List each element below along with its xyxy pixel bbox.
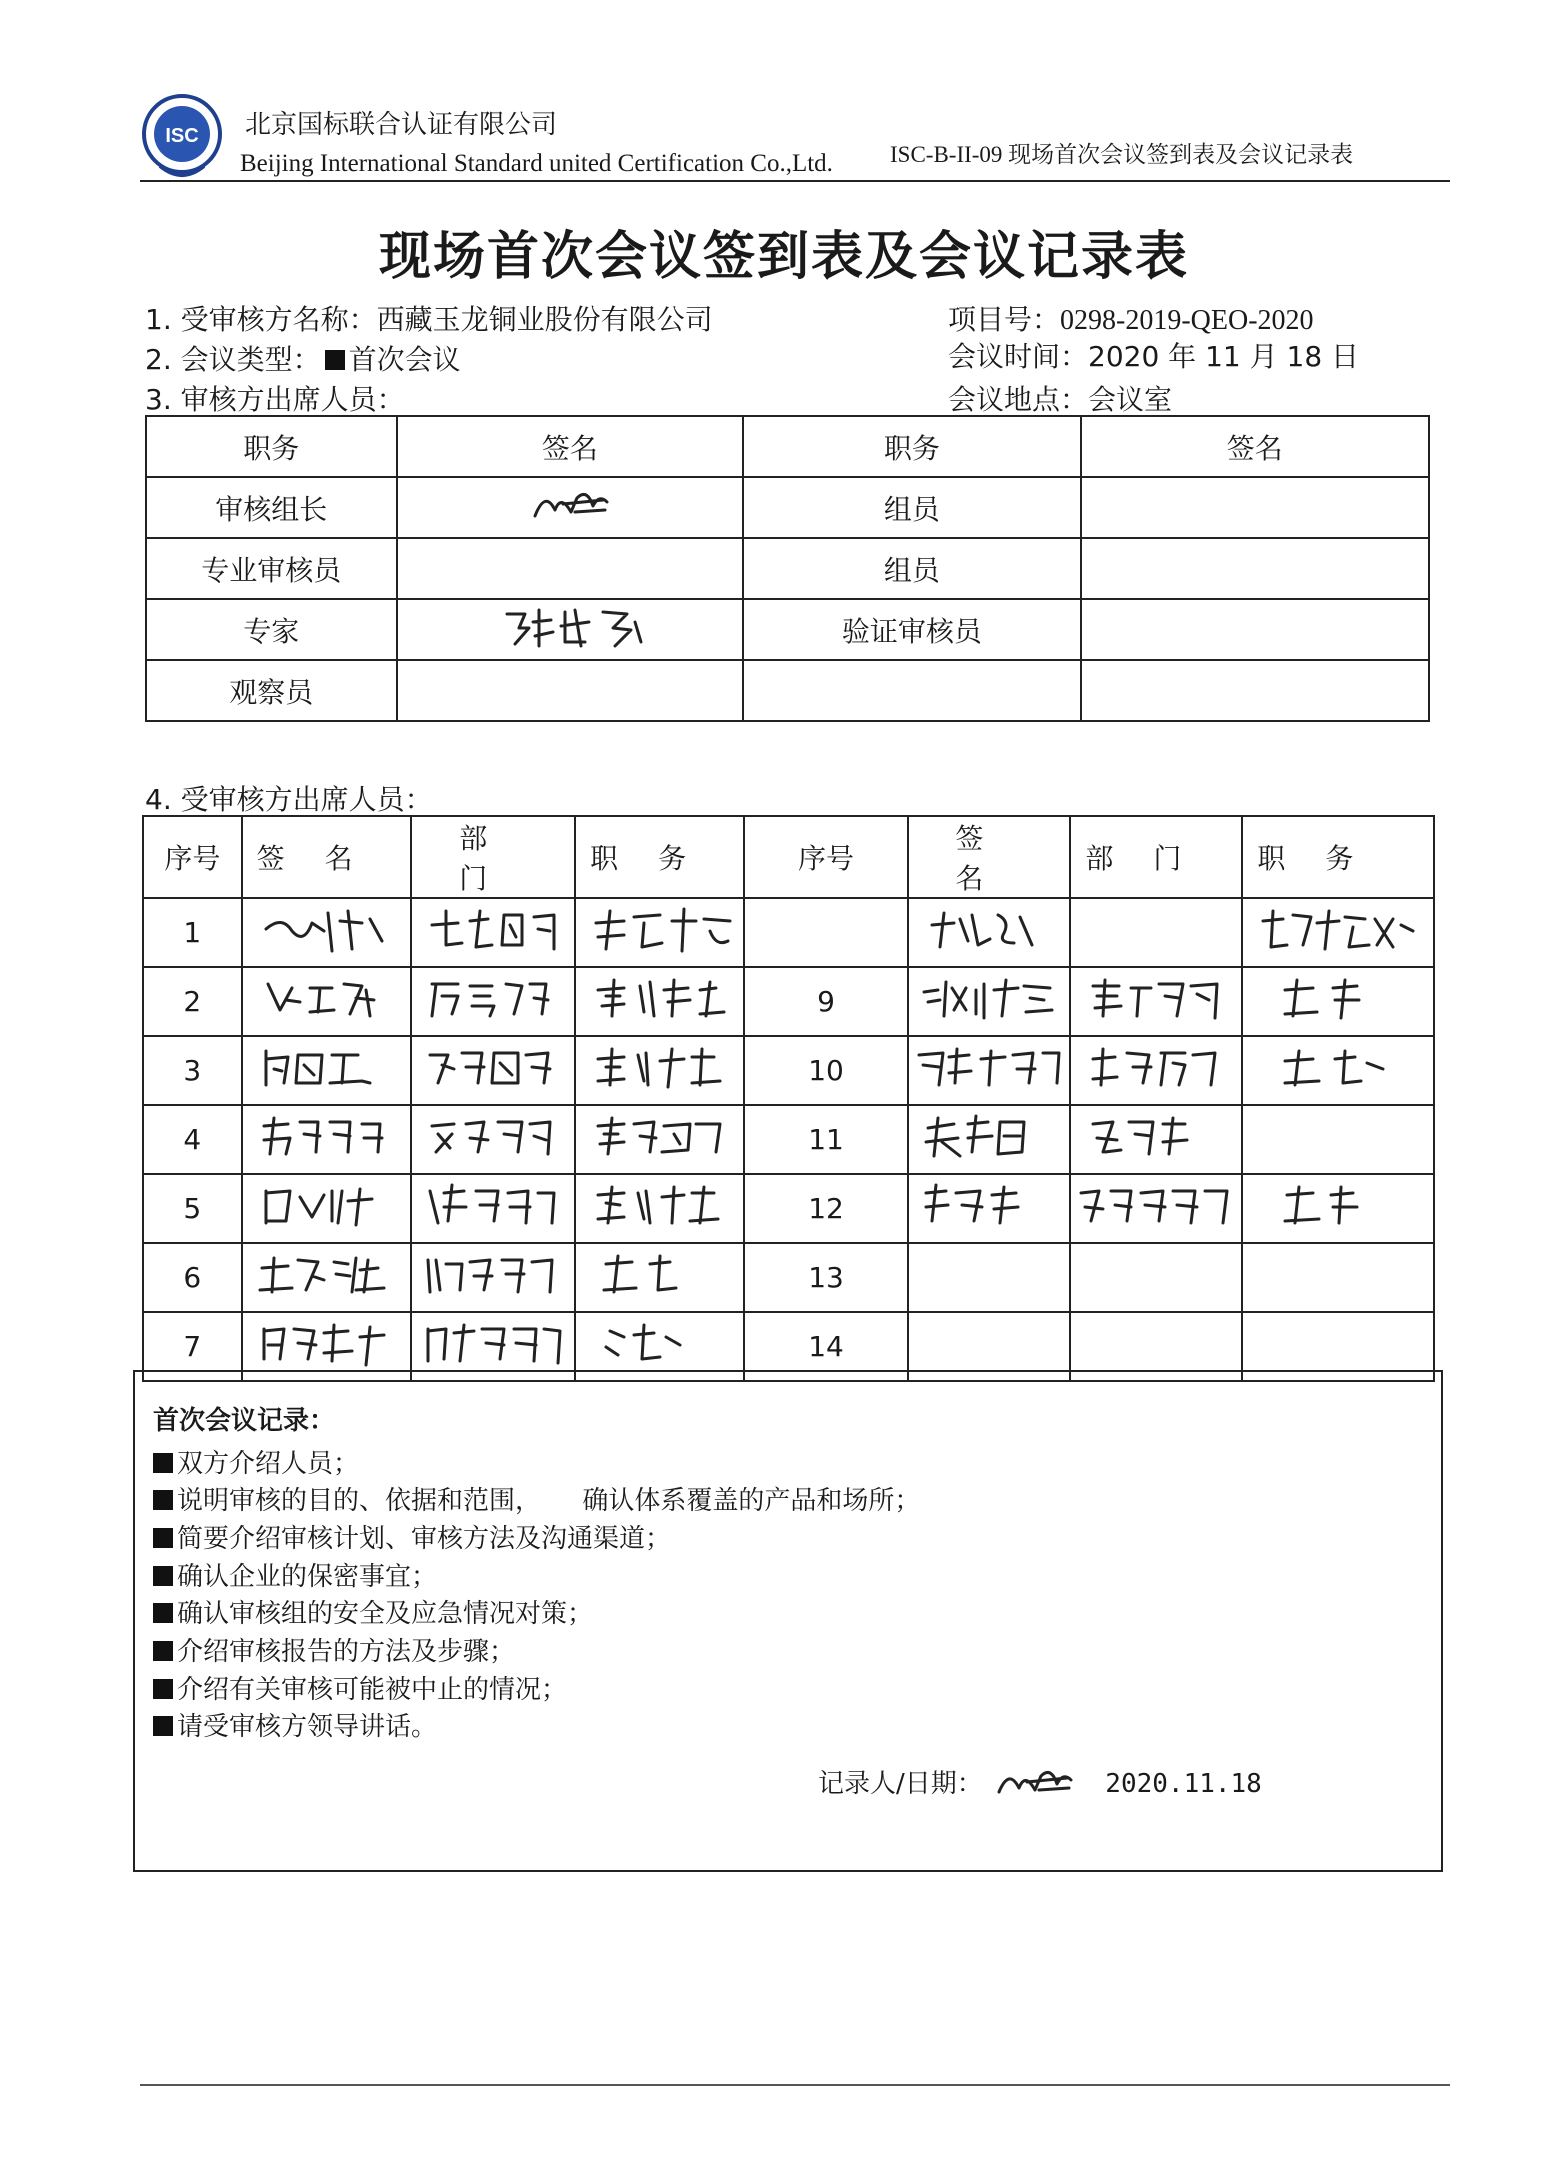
record-item-text: 介绍有关审核可能被中止的情况；	[177, 1675, 568, 1705]
meeting-type: 首次会议	[348, 343, 461, 376]
handwritten-signature	[252, 1246, 402, 1302]
handwritten-signature	[914, 1108, 1064, 1164]
title-cell	[1242, 1105, 1434, 1174]
header-cell: 职务	[146, 416, 397, 477]
page-title: 现场首次会议签到表及会议记录表	[378, 227, 1189, 287]
role-cell: 观察员	[146, 660, 397, 721]
table-header-row	[143, 816, 1434, 898]
title-cell	[575, 898, 744, 967]
table-header-row	[146, 416, 1429, 477]
record-item	[153, 1518, 671, 1555]
form-code: ISC-B-II-09 现场首次会议签到表及会议记录表	[890, 142, 1354, 167]
department-cell	[411, 1105, 575, 1174]
attendees-table	[142, 815, 1435, 1382]
record-item	[153, 1593, 593, 1630]
table-row	[143, 967, 1434, 1036]
project-label: 项目号：	[948, 303, 1061, 336]
header-cell: 签名	[1081, 416, 1429, 477]
handwritten-title	[584, 1177, 734, 1233]
handwritten-department	[418, 1246, 568, 1302]
header-cell	[242, 816, 412, 898]
table-row	[143, 1105, 1434, 1174]
audit-team-table	[145, 415, 1430, 722]
row-number: 12	[744, 1174, 909, 1243]
title-cell	[1242, 1243, 1434, 1312]
header-cell-text: 职务	[1257, 842, 1394, 875]
department-cell	[1070, 1036, 1242, 1105]
department-cell	[1070, 1243, 1242, 1312]
row-number: 5	[143, 1174, 242, 1243]
header-divider	[140, 180, 1450, 182]
signature-cell	[242, 1105, 412, 1174]
table-row	[143, 1174, 1434, 1243]
handwritten-signature	[914, 901, 1064, 957]
title-cell	[1242, 1174, 1434, 1243]
handwritten-title	[1263, 1177, 1413, 1233]
department-cell	[1070, 967, 1242, 1036]
row-number: 7	[143, 1312, 242, 1381]
title-cell	[1242, 967, 1434, 1036]
handwritten-title	[1253, 901, 1423, 957]
signature-cell	[908, 1105, 1070, 1174]
handwritten-title	[584, 901, 734, 957]
row-number: 9	[744, 967, 909, 1036]
checked-box-icon	[153, 1641, 173, 1661]
row-number: 14	[744, 1312, 909, 1381]
row-number: 11	[744, 1105, 909, 1174]
project-line	[948, 298, 1314, 338]
record-item-text: 确认企业的保密事宜；	[177, 1562, 438, 1592]
header-cell	[1242, 816, 1434, 898]
logo-text: ISC	[165, 125, 199, 147]
header-cell	[575, 816, 744, 898]
signature-cell	[908, 1243, 1070, 1312]
header-cell-text: 部门	[459, 822, 528, 895]
handwritten-signature	[252, 1315, 402, 1371]
signature-cell	[1081, 538, 1429, 599]
handwritten-department	[1071, 1177, 1241, 1233]
header-cell-text: 签名	[955, 822, 1024, 895]
checked-box-icon	[153, 1716, 173, 1736]
table-row	[143, 1243, 1434, 1312]
auditee-attendees-label: 4. 受审核方出席人员：	[145, 783, 433, 816]
checked-box-icon	[153, 1528, 173, 1548]
department-cell	[411, 1036, 575, 1105]
handwritten-title	[584, 1246, 734, 1302]
table-row	[146, 660, 1429, 721]
handwritten-signature	[909, 1039, 1069, 1095]
record-date: 2020.11.18	[1105, 1769, 1262, 1799]
handwritten-signature	[485, 602, 655, 650]
signature-cell	[242, 1174, 412, 1243]
checked-box-icon	[153, 1603, 173, 1623]
role-cell: 审核组长	[146, 477, 397, 538]
handwritten-signature	[914, 970, 1064, 1026]
auditee-name: 西藏玉龙铜业股份有限公司	[376, 303, 713, 336]
header-cell	[411, 816, 575, 898]
title-cell	[575, 1243, 744, 1312]
handwritten-title	[584, 970, 734, 1026]
handwritten-department	[1081, 1108, 1231, 1164]
row-number: 6	[143, 1243, 242, 1312]
department-cell	[411, 1174, 575, 1243]
department-cell	[1070, 898, 1242, 967]
row-number: 2	[143, 967, 242, 1036]
handwritten-signature	[252, 1108, 402, 1164]
header-cell	[908, 816, 1070, 898]
handwritten-signature	[252, 1039, 402, 1095]
table-row	[146, 599, 1429, 660]
handwritten-signature	[252, 901, 402, 957]
handwritten-department	[418, 901, 568, 957]
role-cell: 专家	[146, 599, 397, 660]
header-cell: 序号	[143, 816, 242, 898]
record-item	[153, 1443, 359, 1480]
signature-cell	[908, 1036, 1070, 1105]
header-cell-text: 职务	[590, 842, 727, 875]
role-cell: 验证审核员	[743, 599, 1080, 660]
meeting-time-line	[948, 335, 1359, 375]
handwritten-signature	[991, 1762, 1087, 1802]
handwritten-department	[418, 1315, 568, 1371]
row-number	[744, 898, 909, 967]
row-number: 10	[744, 1036, 909, 1105]
signature-cell	[397, 599, 744, 660]
checked-box-icon	[325, 350, 345, 370]
title-cell	[1242, 1036, 1434, 1105]
title-cell	[575, 1174, 744, 1243]
meeting-time-label: 会议时间：	[948, 340, 1089, 373]
auditee-label: 1. 受审核方名称：	[145, 303, 377, 336]
record-item	[153, 1556, 437, 1593]
handwritten-department	[418, 1177, 568, 1233]
department-cell	[1070, 1105, 1242, 1174]
checked-box-icon	[153, 1453, 173, 1473]
meeting-type-line	[145, 338, 461, 378]
table-row	[146, 538, 1429, 599]
department-cell	[411, 898, 575, 967]
role-cell: 组员	[743, 477, 1080, 538]
role-cell	[743, 660, 1080, 721]
meeting-place-line	[948, 378, 1172, 418]
handwritten-department	[418, 1108, 568, 1164]
signature-cell	[397, 477, 744, 538]
signature-cell	[397, 538, 744, 599]
handwritten-signature	[252, 1177, 402, 1233]
role-cell: 专业审核员	[146, 538, 397, 599]
table-row	[143, 1036, 1434, 1105]
handwritten-title	[584, 1315, 734, 1371]
handwritten-title	[1263, 970, 1413, 1026]
checked-box-icon	[153, 1490, 173, 1510]
signature-cell	[1081, 599, 1429, 660]
record-item	[153, 1480, 920, 1517]
meeting-place: 会议室	[1088, 383, 1173, 416]
record-item-text: 双方介绍人员；	[177, 1449, 360, 1479]
record-item	[153, 1669, 567, 1706]
record-item-text: 请受审核方领导讲话。	[177, 1712, 438, 1742]
signature-cell	[908, 898, 1070, 967]
auditor-attendees-label: 3. 审核方出席人员：	[145, 383, 405, 416]
department-cell	[411, 1243, 575, 1312]
record-title: 首次会议记录：	[153, 1406, 336, 1436]
row-number: 1	[143, 898, 242, 967]
signature-cell	[908, 967, 1070, 1036]
header-cell: 序号	[744, 816, 909, 898]
handwritten-title	[1263, 1039, 1413, 1095]
checked-box-icon	[153, 1679, 173, 1699]
signature-cell	[1081, 660, 1429, 721]
handwritten-department	[418, 1039, 568, 1095]
header-cell-text: 签名	[256, 842, 393, 875]
footer-divider	[140, 2084, 1450, 2086]
handwritten-title	[584, 1108, 734, 1164]
title-cell	[575, 967, 744, 1036]
signature-cell	[1081, 477, 1429, 538]
signature-cell	[242, 898, 412, 967]
signature-cell	[397, 660, 744, 721]
handwritten-signature	[515, 482, 625, 526]
company-name-cn: 北京国标联合认证有限公司	[245, 110, 558, 140]
meeting-place-label: 会议地点：	[948, 383, 1089, 416]
title-cell	[1242, 898, 1434, 967]
signature-cell	[242, 967, 412, 1036]
handwritten-title	[584, 1039, 734, 1095]
department-cell	[411, 967, 575, 1036]
table-row	[146, 477, 1429, 538]
recorder-line	[818, 1762, 1262, 1802]
record-item-text: 确认审核组的安全及应急情况对策；	[177, 1599, 594, 1629]
record-item-text: 简要介绍审核计划、审核方法及沟通渠道；	[177, 1524, 672, 1554]
row-number: 13	[744, 1243, 909, 1312]
record-item-text: 说明审核的目的、依据和范围， 确认体系覆盖的产品和场所；	[177, 1486, 921, 1516]
title-cell	[575, 1105, 744, 1174]
meeting-type-label: 2. 会议类型：	[145, 343, 321, 376]
title-cell	[575, 1036, 744, 1105]
handwritten-department	[418, 970, 568, 1026]
meeting-time: 2020 年 11 月 18 日	[1088, 340, 1360, 373]
handwritten-signature	[252, 970, 402, 1026]
handwritten-signature	[914, 1177, 1064, 1233]
auditee-line	[145, 298, 713, 338]
row-number: 3	[143, 1036, 242, 1105]
signature-cell	[242, 1036, 412, 1105]
header-cell: 职务	[743, 416, 1080, 477]
row-number: 4	[143, 1105, 242, 1174]
handwritten-department	[1081, 970, 1231, 1026]
company-name-en: Beijing International Standard united Certification Co.,Ltd.	[240, 150, 833, 177]
header-cell	[1070, 816, 1242, 898]
header-cell-text: 部门	[1085, 842, 1222, 875]
header-cell: 签名	[397, 416, 744, 477]
table-row	[143, 898, 1434, 967]
record-item	[153, 1706, 437, 1743]
record-item	[153, 1631, 515, 1668]
department-cell	[1070, 1174, 1242, 1243]
isc-logo	[140, 92, 224, 184]
recorder-label: 记录人/日期：	[818, 1769, 983, 1799]
project-number: 0298-2019-QEO-2020	[1060, 305, 1314, 336]
signature-cell	[242, 1243, 412, 1312]
signature-cell	[908, 1174, 1070, 1243]
handwritten-department	[1081, 1039, 1231, 1095]
record-item-text: 介绍审核报告的方法及步骤；	[177, 1637, 516, 1667]
role-cell: 组员	[743, 538, 1080, 599]
checked-box-icon	[153, 1566, 173, 1586]
